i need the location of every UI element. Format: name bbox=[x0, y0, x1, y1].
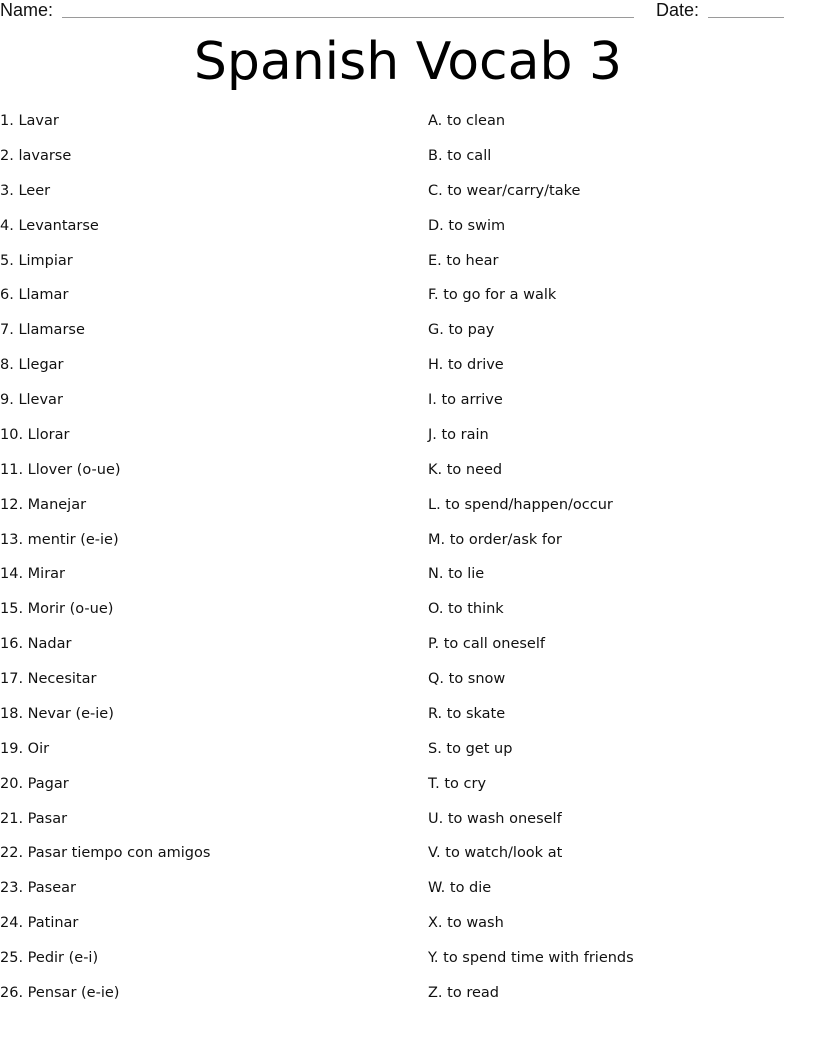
definition-item: M. to order/ask for bbox=[428, 531, 562, 548]
definition-item: J. to rain bbox=[428, 426, 489, 443]
term-item: 17. Necesitar bbox=[0, 671, 97, 687]
definition-item: F. to go for a walk bbox=[428, 287, 557, 304]
definition-item: V. to watch/look at bbox=[428, 845, 563, 862]
definition-item: K. to need bbox=[428, 461, 503, 478]
definition-item: N. to lie bbox=[428, 566, 485, 583]
term-item: 21. Pasar bbox=[0, 810, 68, 827]
term-item: 12. Manejar bbox=[0, 496, 87, 513]
term-item: 10. Llorar bbox=[0, 426, 70, 443]
definition-item: C. to wear/carry/take bbox=[428, 182, 581, 199]
name-blank-line bbox=[62, 17, 634, 18]
definition-item: G. to pay bbox=[428, 322, 495, 339]
term-item: 22. Pasar tiempo con amigos bbox=[0, 845, 211, 862]
definition-item: P. to call oneself bbox=[428, 636, 545, 653]
definition-item: Z. to read bbox=[428, 984, 499, 1001]
term-item: 14. Mirar bbox=[0, 566, 66, 583]
term-item: 5. Limpiar bbox=[0, 252, 73, 269]
definition-item: I. to arrive bbox=[428, 392, 503, 408]
date-blank-line bbox=[708, 17, 784, 18]
term-item: 19. Oir bbox=[0, 740, 50, 757]
definition-item: Y. to spend time with friends bbox=[428, 950, 634, 966]
term-item: 23. Pasear bbox=[0, 880, 76, 897]
definition-item: X. to wash bbox=[428, 915, 504, 932]
definition-item: U. to wash oneself bbox=[428, 810, 562, 827]
definition-item: O. to think bbox=[428, 601, 504, 618]
definition-item: R. to skate bbox=[428, 705, 506, 722]
term-item: 24. Patinar bbox=[0, 915, 79, 932]
definition-item: D. to swim bbox=[428, 217, 506, 234]
date-label: Date: bbox=[656, 0, 700, 20]
term-item: 25. Pedir (e-i) bbox=[0, 950, 99, 966]
term-item: 11. Llover (o-ue) bbox=[0, 461, 121, 478]
term-item: 6. Llamar bbox=[0, 287, 69, 304]
definition-item: B. to call bbox=[428, 147, 492, 164]
definition-item: H. to drive bbox=[428, 357, 504, 374]
term-item: 8. Llegar bbox=[0, 357, 64, 374]
term-item: 26. Pensar (e-ie) bbox=[0, 984, 120, 1001]
term-item: 3. Leer bbox=[0, 182, 51, 199]
definitions-list bbox=[428, 111, 816, 1018]
term-item: 15. Morir (o-ue) bbox=[0, 601, 114, 618]
term-item: 16. Nadar bbox=[0, 636, 72, 653]
terms-list bbox=[0, 111, 400, 1018]
definition-item: Q. to snow bbox=[428, 671, 506, 687]
term-item: 1. Lavar bbox=[0, 113, 59, 129]
page-title: Spanish Vocab 3 bbox=[193, 32, 623, 92]
worksheet-header bbox=[0, 0, 816, 22]
term-item: 7. Llamarse bbox=[0, 322, 85, 339]
term-item: 4. Levantarse bbox=[0, 217, 99, 234]
term-item: 18. Nevar (e-ie) bbox=[0, 705, 114, 722]
definition-item: T. to cry bbox=[428, 775, 487, 792]
definition-item: A. to clean bbox=[428, 113, 506, 129]
definition-item: S. to get up bbox=[428, 740, 513, 757]
term-item: 13. mentir (e-ie) bbox=[0, 531, 119, 548]
definition-item: L. to spend/happen/occur bbox=[428, 496, 613, 513]
term-item: 2. lavarse bbox=[0, 147, 72, 164]
term-item: 9. Llevar bbox=[0, 392, 63, 408]
name-label: Name: bbox=[0, 0, 54, 20]
definition-item: E. to hear bbox=[428, 252, 499, 269]
definition-item: W. to die bbox=[428, 880, 492, 897]
term-item: 20. Pagar bbox=[0, 775, 69, 792]
